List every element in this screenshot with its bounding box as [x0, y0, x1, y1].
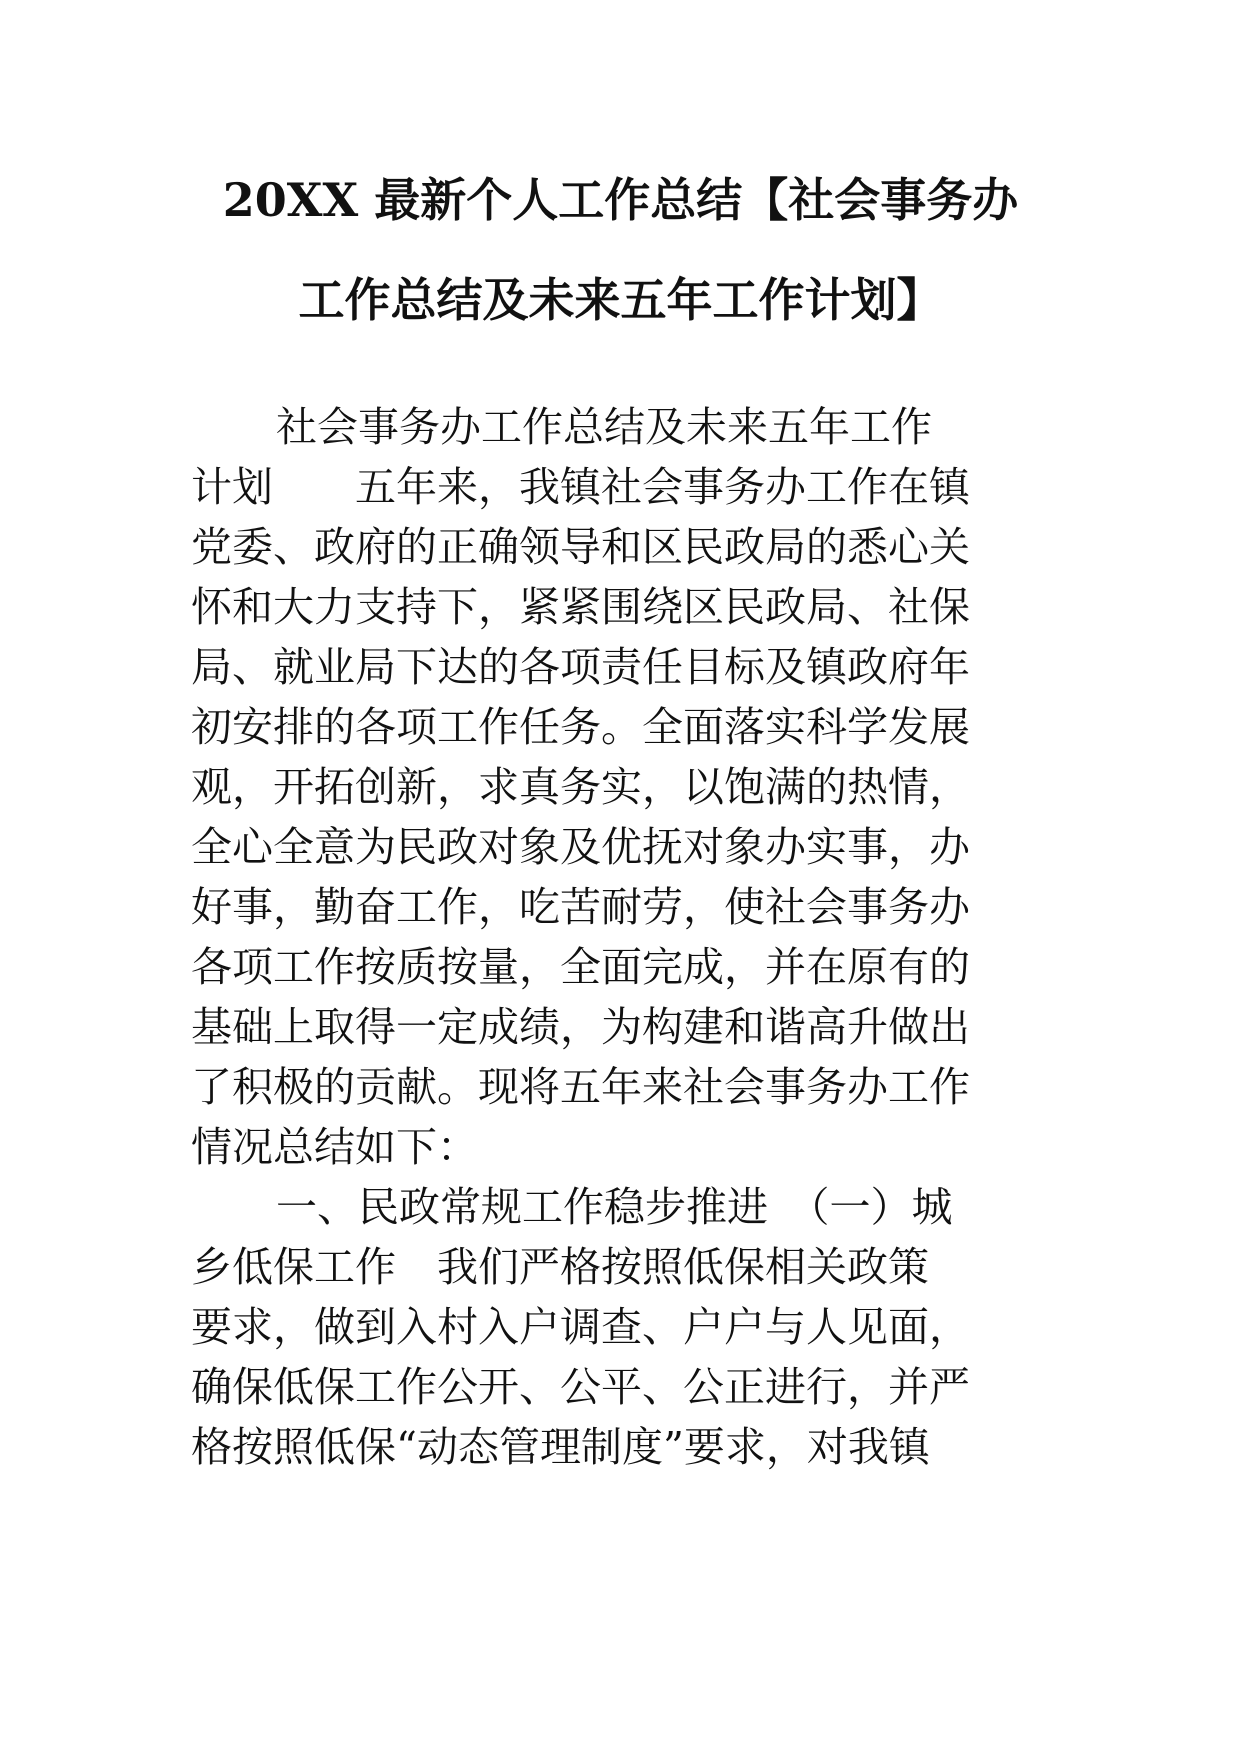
body-line: 局、就业局下达的各项责任目标及镇政府年	[191, 643, 970, 691]
body-line: 要求，做到入村入户调查、户户与人见面，	[191, 1303, 970, 1351]
body-line: 好事，勤奋工作，吃苦耐劳，使社会事务办	[191, 883, 970, 931]
body-line: 各项工作按质按量，全面完成，并在原有的	[191, 943, 970, 991]
body-line: 了积极的贡献。现将五年来社会事务办工作	[191, 1063, 970, 1111]
document-title-line-2: 工作总结及未来五年工作计划】	[298, 273, 943, 327]
document-title-line-1: 20XX 最新个人工作总结【社会事务办	[222, 173, 1019, 227]
body-line: 观，开拓创新，求真务实，以饱满的热情，	[191, 763, 970, 811]
body-line: 乡低保工作 我们严格按照低保相关政策	[191, 1243, 929, 1291]
body-line: 格按照低保“动态管理制度”要求，对我镇	[191, 1423, 930, 1471]
body-line: 党委、政府的正确领导和区民政局的悉心关	[191, 523, 970, 571]
body-line: 怀和大力支持下，紧紧围绕区民政局、社保	[191, 583, 970, 631]
body-line: 社会事务办工作总结及未来五年工作	[276, 403, 932, 451]
body-line: 初安排的各项工作任务。全面落实科学发展	[191, 703, 970, 751]
body-line: 全心全意为民政对象及优抚对象办实事，办	[191, 823, 970, 871]
body-line: 一、民政常规工作稳步推进 （一）城	[276, 1183, 953, 1231]
body-line: 基础上取得一定成绩，为构建和谐高升做出	[191, 1003, 970, 1051]
body-line: 情况总结如下：	[191, 1123, 478, 1171]
body-line: 确保低保工作公开、公平、公正进行，并严	[191, 1363, 970, 1411]
body-line: 计划 五年来，我镇社会事务办工作在镇	[191, 463, 970, 511]
